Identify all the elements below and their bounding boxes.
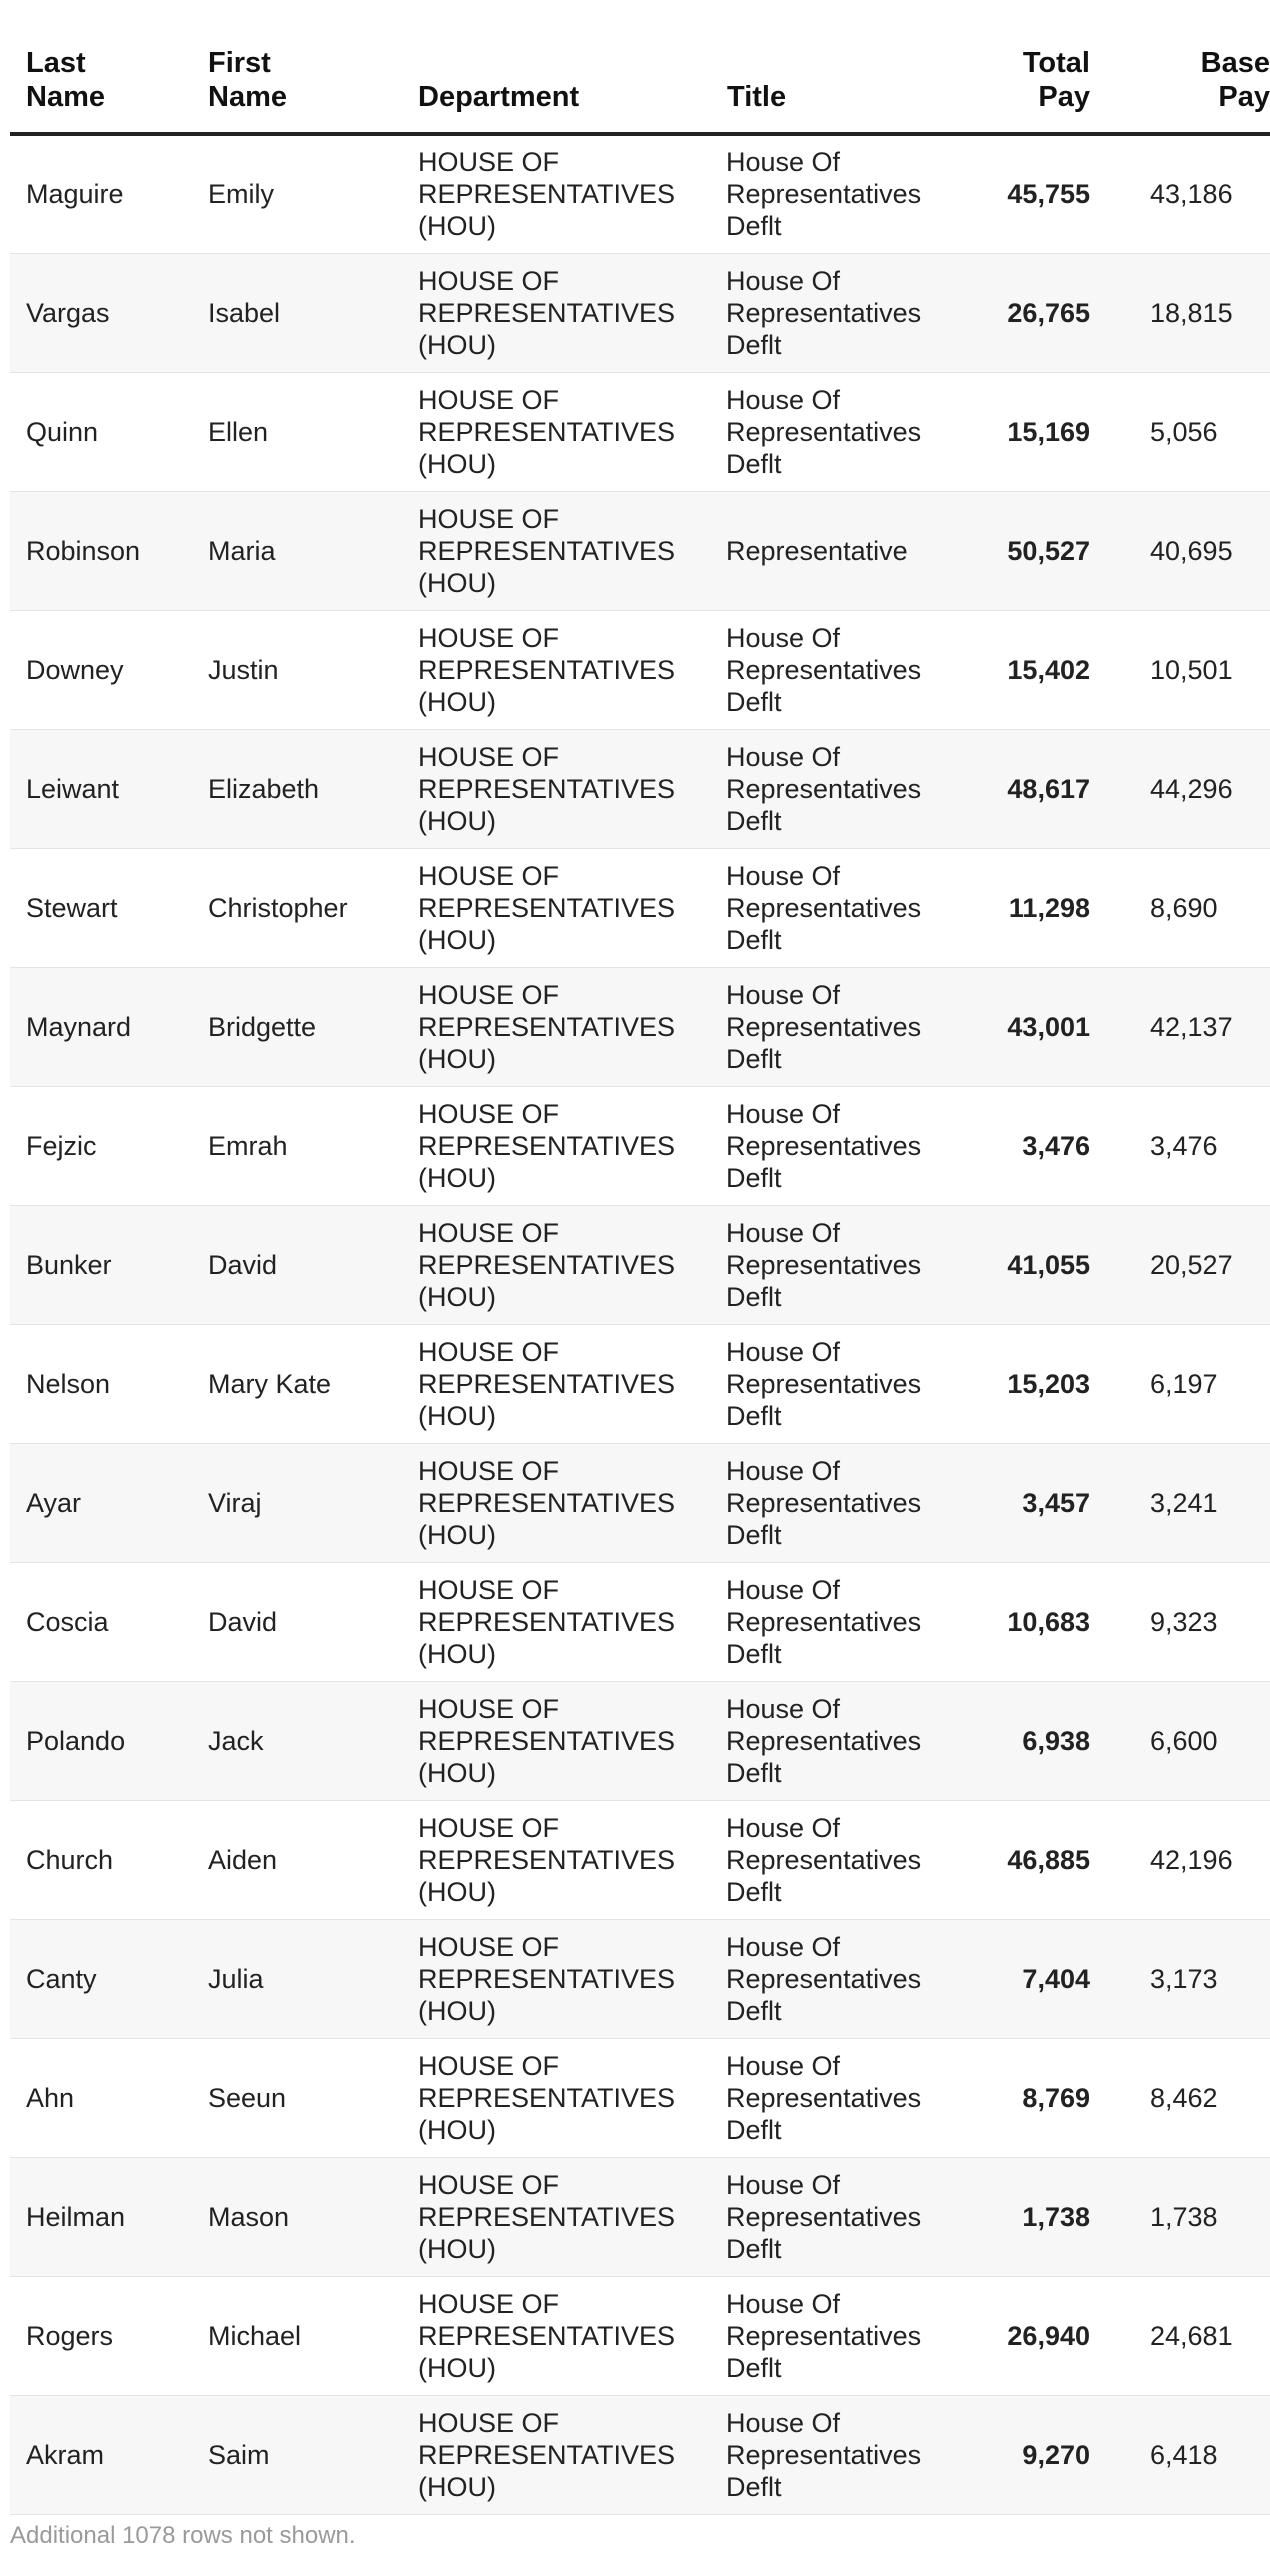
cell-last-name: Downey: [10, 610, 192, 729]
cell-title: House Of Representatives Deflt: [711, 253, 931, 372]
cell-last-name: Akram: [10, 2395, 192, 2514]
cell-base-pay: 6,197: [1090, 1324, 1270, 1443]
cell-last-name: Nelson: [10, 1324, 192, 1443]
table-row: [10, 967, 1270, 1086]
cell-base-pay: 18,815: [1090, 253, 1270, 372]
header-first-name[interactable]: First Name: [192, 0, 402, 134]
cell-first-name: Jack: [192, 1681, 402, 1800]
cell-department: HOUSE OF REPRESENTATIVES (HOU): [402, 372, 711, 491]
cell-base-pay: 42,137: [1090, 967, 1270, 1086]
cell-title: House Of Representatives Deflt: [711, 848, 931, 967]
cell-total-pay: 41,055: [931, 1205, 1090, 1324]
cell-first-name: Isabel: [192, 253, 402, 372]
cell-base-pay: 20,527: [1090, 1205, 1270, 1324]
cell-title: House Of Representatives Deflt: [711, 1562, 931, 1681]
cell-first-name: Seeun: [192, 2038, 402, 2157]
cell-base-pay: 3,476: [1090, 1086, 1270, 1205]
cell-title: House Of Representatives Deflt: [711, 372, 931, 491]
cell-base-pay: 43,186: [1090, 134, 1270, 253]
cell-first-name: Saim: [192, 2395, 402, 2514]
cell-title: House Of Representatives Deflt: [711, 2038, 931, 2157]
table-header: [10, 0, 1270, 134]
cell-total-pay: 8,769: [931, 2038, 1090, 2157]
cell-last-name: Vargas: [10, 253, 192, 372]
cell-total-pay: 45,755: [931, 134, 1090, 253]
cell-department: HOUSE OF REPRESENTATIVES (HOU): [402, 2157, 711, 2276]
cell-department: HOUSE OF REPRESENTATIVES (HOU): [402, 967, 711, 1086]
cell-last-name: Maynard: [10, 967, 192, 1086]
cell-base-pay: 24,681: [1090, 2276, 1270, 2395]
cell-last-name: Ahn: [10, 2038, 192, 2157]
cell-first-name: Justin: [192, 610, 402, 729]
table-row: [10, 134, 1270, 253]
cell-last-name: Leiwant: [10, 729, 192, 848]
cell-first-name: Christopher: [192, 848, 402, 967]
cell-first-name: Emily: [192, 134, 402, 253]
cell-title: House Of Representatives Deflt: [711, 967, 931, 1086]
cell-title: House Of Representatives Deflt: [711, 2395, 931, 2514]
cell-base-pay: 9,323: [1090, 1562, 1270, 1681]
cell-last-name: Robinson: [10, 491, 192, 610]
cell-department: HOUSE OF REPRESENTATIVES (HOU): [402, 134, 711, 253]
cell-first-name: Ellen: [192, 372, 402, 491]
cell-department: HOUSE OF REPRESENTATIVES (HOU): [402, 1443, 711, 1562]
cell-total-pay: 9,270: [931, 2395, 1090, 2514]
cell-title: House Of Representatives Deflt: [711, 1205, 931, 1324]
cell-total-pay: 46,885: [931, 1800, 1090, 1919]
table-row: [10, 2157, 1270, 2276]
cell-department: HOUSE OF REPRESENTATIVES (HOU): [402, 253, 711, 372]
cell-total-pay: 15,402: [931, 610, 1090, 729]
cell-last-name: Bunker: [10, 1205, 192, 1324]
table-row: [10, 1919, 1270, 2038]
cell-total-pay: 15,169: [931, 372, 1090, 491]
cell-base-pay: 10,501: [1090, 610, 1270, 729]
cell-last-name: Quinn: [10, 372, 192, 491]
cell-total-pay: 48,617: [931, 729, 1090, 848]
cell-title: House Of Representatives Deflt: [711, 134, 931, 253]
cell-department: HOUSE OF REPRESENTATIVES (HOU): [402, 1681, 711, 1800]
cell-first-name: Mason: [192, 2157, 402, 2276]
cell-title: House Of Representatives Deflt: [711, 2276, 931, 2395]
cell-title: House Of Representatives Deflt: [711, 1681, 931, 1800]
cell-department: HOUSE OF REPRESENTATIVES (HOU): [402, 1086, 711, 1205]
cell-first-name: Julia: [192, 1919, 402, 2038]
cell-title: Representative: [711, 491, 931, 610]
table-row: [10, 491, 1270, 610]
cell-base-pay: 3,241: [1090, 1443, 1270, 1562]
rows-not-shown-note: Additional 1078 rows not shown.: [10, 2522, 356, 2549]
table-row: [10, 1443, 1270, 1562]
cell-base-pay: 42,196: [1090, 1800, 1270, 1919]
table-row: [10, 1681, 1270, 1800]
cell-total-pay: 15,203: [931, 1324, 1090, 1443]
table-row: [10, 1562, 1270, 1681]
cell-title: House Of Representatives Deflt: [711, 2157, 931, 2276]
header-department[interactable]: Department: [402, 0, 711, 134]
cell-title: House Of Representatives Deflt: [711, 1086, 931, 1205]
cell-department: HOUSE OF REPRESENTATIVES (HOU): [402, 610, 711, 729]
cell-title: House Of Representatives Deflt: [711, 1919, 931, 2038]
table-row: [10, 729, 1270, 848]
cell-department: HOUSE OF REPRESENTATIVES (HOU): [402, 1800, 711, 1919]
cell-last-name: Fejzic: [10, 1086, 192, 1205]
cell-base-pay: 3,173: [1090, 1919, 1270, 2038]
cell-first-name: Aiden: [192, 1800, 402, 1919]
cell-total-pay: 3,457: [931, 1443, 1090, 1562]
cell-total-pay: 10,683: [931, 1562, 1090, 1681]
cell-total-pay: 43,001: [931, 967, 1090, 1086]
cell-department: HOUSE OF REPRESENTATIVES (HOU): [402, 491, 711, 610]
cell-last-name: Maguire: [10, 134, 192, 253]
table-row: [10, 610, 1270, 729]
table-row: [10, 1205, 1270, 1324]
cell-first-name: Michael: [192, 2276, 402, 2395]
cell-base-pay: 1,738: [1090, 2157, 1270, 2276]
cell-department: HOUSE OF REPRESENTATIVES (HOU): [402, 1919, 711, 2038]
cell-first-name: Elizabeth: [192, 729, 402, 848]
cell-last-name: Heilman: [10, 2157, 192, 2276]
cell-title: House Of Representatives Deflt: [711, 610, 931, 729]
cell-total-pay: 1,738: [931, 2157, 1090, 2276]
cell-last-name: Coscia: [10, 1562, 192, 1681]
cell-department: HOUSE OF REPRESENTATIVES (HOU): [402, 2276, 711, 2395]
cell-last-name: Polando: [10, 1681, 192, 1800]
cell-first-name: David: [192, 1205, 402, 1324]
cell-department: HOUSE OF REPRESENTATIVES (HOU): [402, 1324, 711, 1443]
cell-title: House Of Representatives Deflt: [711, 729, 931, 848]
cell-base-pay: 6,418: [1090, 2395, 1270, 2514]
cell-first-name: Viraj: [192, 1443, 402, 1562]
cell-last-name: Ayar: [10, 1443, 192, 1562]
table-row: [10, 1324, 1270, 1443]
cell-base-pay: 6,600: [1090, 1681, 1270, 1800]
cell-department: HOUSE OF REPRESENTATIVES (HOU): [402, 848, 711, 967]
table-row: [10, 1800, 1270, 1919]
header-last-name[interactable]: Last Name: [10, 0, 192, 134]
payroll-table: [10, 0, 1270, 2515]
cell-total-pay: 11,298: [931, 848, 1090, 967]
cell-last-name: Church: [10, 1800, 192, 1919]
cell-total-pay: 6,938: [931, 1681, 1090, 1800]
cell-total-pay: 26,765: [931, 253, 1090, 372]
cell-total-pay: 7,404: [931, 1919, 1090, 2038]
cell-base-pay: 8,690: [1090, 848, 1270, 967]
header-base-pay[interactable]: Base Pay: [1090, 0, 1270, 134]
cell-first-name: Emrah: [192, 1086, 402, 1205]
cell-last-name: Canty: [10, 1919, 192, 2038]
cell-total-pay: 50,527: [931, 491, 1090, 610]
cell-department: HOUSE OF REPRESENTATIVES (HOU): [402, 2395, 711, 2514]
header-title[interactable]: Title: [711, 0, 931, 134]
cell-first-name: Maria: [192, 491, 402, 610]
cell-total-pay: 26,940: [931, 2276, 1090, 2395]
table-row: [10, 1086, 1270, 1205]
cell-base-pay: 40,695: [1090, 491, 1270, 610]
cell-department: HOUSE OF REPRESENTATIVES (HOU): [402, 1205, 711, 1324]
header-total-pay[interactable]: Total Pay: [931, 0, 1090, 134]
cell-first-name: Mary Kate: [192, 1324, 402, 1443]
cell-department: HOUSE OF REPRESENTATIVES (HOU): [402, 729, 711, 848]
cell-department: HOUSE OF REPRESENTATIVES (HOU): [402, 1562, 711, 1681]
cell-title: House Of Representatives Deflt: [711, 1324, 931, 1443]
cell-base-pay: 5,056: [1090, 372, 1270, 491]
cell-first-name: Bridgette: [192, 967, 402, 1086]
table-row: [10, 2038, 1270, 2157]
cell-base-pay: 44,296: [1090, 729, 1270, 848]
cell-total-pay: 3,476: [931, 1086, 1090, 1205]
table-row: [10, 253, 1270, 372]
header-row: [10, 0, 1270, 134]
table-row: [10, 2276, 1270, 2395]
payroll-table-container: [10, 0, 1270, 2515]
table-row: [10, 372, 1270, 491]
cell-first-name: David: [192, 1562, 402, 1681]
cell-last-name: Rogers: [10, 2276, 192, 2395]
cell-department: HOUSE OF REPRESENTATIVES (HOU): [402, 2038, 711, 2157]
cell-last-name: Stewart: [10, 848, 192, 967]
cell-base-pay: 8,462: [1090, 2038, 1270, 2157]
table-body: [10, 134, 1270, 2514]
table-row: [10, 2395, 1270, 2514]
table-row: [10, 848, 1270, 967]
cell-title: House Of Representatives Deflt: [711, 1443, 931, 1562]
cell-title: House Of Representatives Deflt: [711, 1800, 931, 1919]
